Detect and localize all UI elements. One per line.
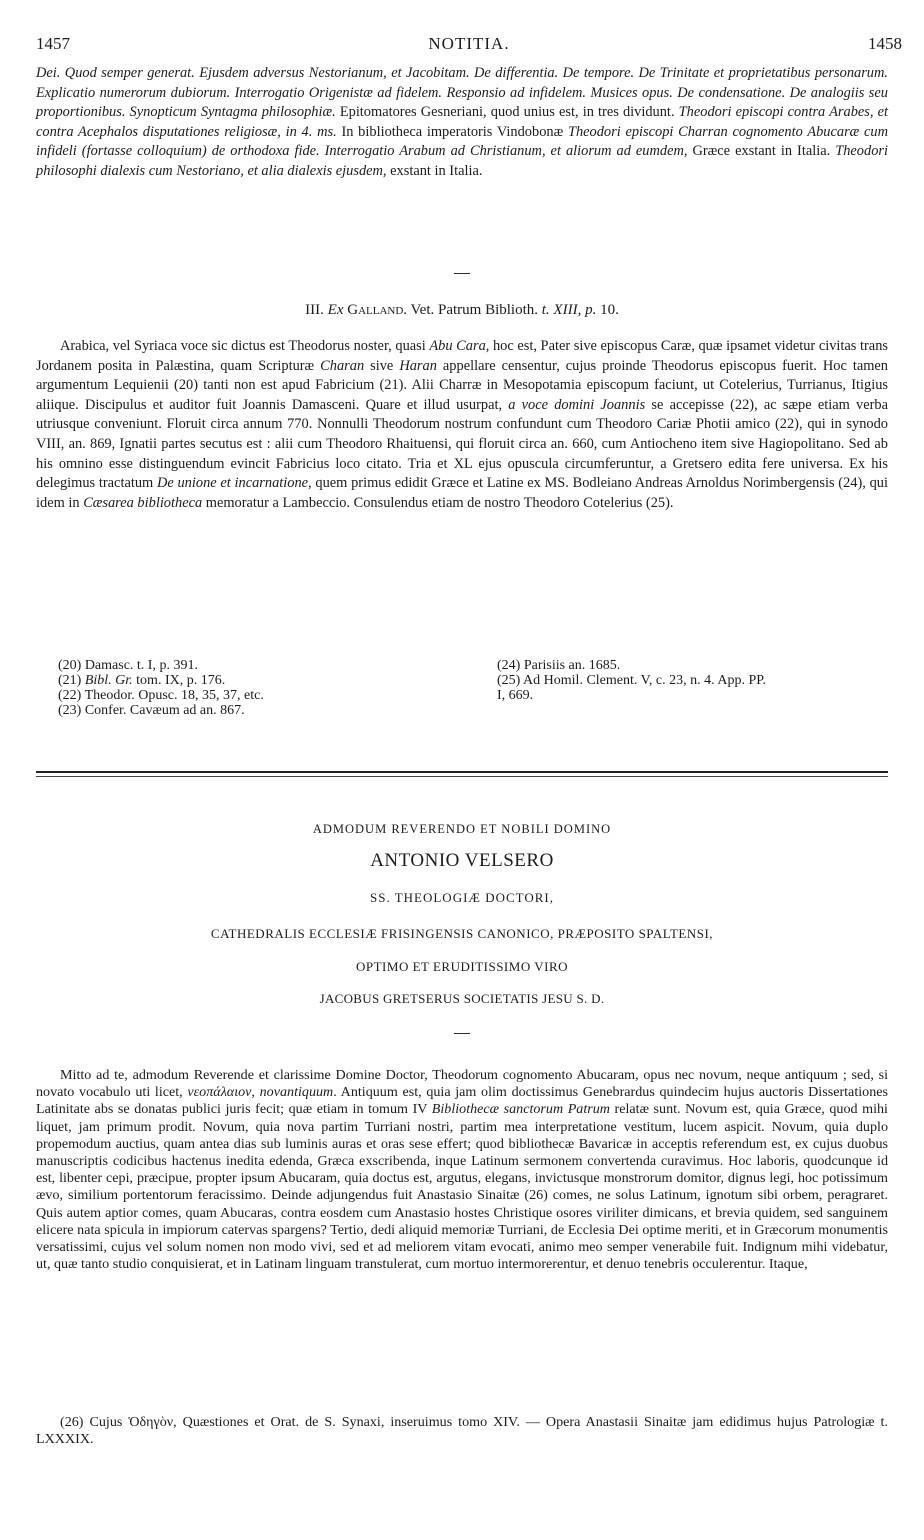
arabica-paragraph bbox=[36, 337, 888, 513]
abucara-dialogue-title: Theodori episcopi Charran cognomento Abucaræ cum infideli (fortasse colloquium) de orthodoxa fide. Interrogatio Arabum ad Christianum, et aliorum ad eumdem, bbox=[36, 123, 888, 160]
footnote-26-number: (26) Cujus bbox=[60, 1414, 123, 1430]
dedication-line-5: OPTIMO ET ERUDITISSIMO VIRO bbox=[356, 959, 568, 974]
arabica-text-3: sive bbox=[370, 357, 394, 374]
dedication-line-3: SS. THEOLOGIÆ DOCTORI, bbox=[369, 890, 555, 905]
italia-note-2: exstant in Italia. bbox=[390, 162, 483, 179]
footnote-26-greek: Ὁδηγὸν bbox=[128, 1414, 174, 1430]
abu-cara: Abu Cara bbox=[429, 338, 486, 354]
arabica-text-1: Arabica, vel Syriaca voce sic dictus est Theodorus noster, quasi bbox=[60, 338, 426, 354]
left-column-number: 1457 bbox=[36, 34, 70, 53]
haran: Haran bbox=[399, 357, 437, 374]
charan: Charan bbox=[320, 357, 365, 374]
footnote-23: (23) Confer. Cavæum ad an. 867. bbox=[58, 703, 245, 718]
letter-comma: , bbox=[251, 1084, 255, 1101]
footnote-22: (22) Theodor. Opusc. 18, 35, 37, etc. bbox=[58, 688, 264, 703]
short-separator bbox=[454, 273, 470, 274]
catalogue-paragraph bbox=[36, 64, 888, 182]
arabica-text-5: se accepisse (22), ac sæpe etiam verba utriusque conveniunt. Floruit circa annum 770. Nonnulli Theodorum nostrum confundunt cum Theodoro Cariæ Photii amico (22), qui in synodo VIII, an. 869, Ignatii partes secutus est : alii cum Theodoro Rhaituensi, qui floruit circa an. 660, cum Antiocheno item sive Hagiopolitano. Sed ab his omnino esse distinguendum evincit Fabricius loco citato. Tria et XL ejus opuscula circumferuntur, a Gretsero edita fere universa. Ex his delegimus tractatum bbox=[36, 396, 888, 492]
footnote-25-cont: I, 669. bbox=[497, 688, 534, 703]
footnote-26-text: , Quæstiones et Orat. de S. Synaxi, inseruimus tomo XIV. — Opera Anastasii Sinaitæ jam edidimus hujus Patrologiæ t. LXXXIX. bbox=[36, 1414, 888, 1447]
running-title: NOTITIA. bbox=[428, 34, 510, 53]
bibliotheca-title: Bibliothecæ sanctorum Patrum bbox=[431, 1101, 610, 1118]
disputationes-title: Theodori episcopi contra Arabes, et contra Acephalos disputationes religiosæ, in 4. ms. bbox=[36, 104, 888, 140]
footnote-21-number: (21) bbox=[58, 673, 82, 688]
footnote-24: (24) Parisiis an. 1685. bbox=[497, 658, 621, 673]
work-title: Vet. Patrum Biblioth. bbox=[410, 302, 539, 318]
arabica-text-6: , quem primus edidit Græce et Latine ex MS. Bodleiano Andreas Arnoldus Norimbergensis (24), qui idem in bbox=[36, 475, 888, 511]
novantiquum: novantiquum bbox=[259, 1084, 334, 1101]
letter-paragraph bbox=[36, 1067, 888, 1273]
de-unione: De unione et incarnatione bbox=[156, 475, 309, 492]
dialexis-title: Theodori philosophi dialexis cum Nestoriano, et alia dialexis ejusdem, bbox=[36, 143, 888, 179]
footnote-21-ref: tom. IX, p. 176. bbox=[136, 673, 226, 688]
caesarea-bibliotheca: Cæsarea bibliotheca bbox=[83, 494, 203, 511]
footnote-21-work: Bibl. Gr. bbox=[84, 673, 133, 688]
dedication-name: ANTONIO VELSERO bbox=[370, 850, 554, 871]
right-column-number: 1458 bbox=[868, 34, 902, 53]
footnote-25: (25) Ad Homil. Clement. V, c. 23, n. 4. App. PP. bbox=[497, 673, 767, 688]
tome-ref: t. XIII, p. bbox=[541, 302, 597, 318]
author-name: Galland. bbox=[347, 302, 408, 318]
arabica-text-2: , hoc est, Pater sive episcopus Caræ, quæ ipsamet videtur civitas trans Jordanem posita in Palæstina, quam Scripturæ bbox=[36, 338, 888, 374]
letter-text-1: Mitto ad te, admodum Reverende et clarissime Domine Doctor, Theodorum cognomento Abucaram, opus nec novum, neque antiquum ; sed, si novato vocabulo uti licet, bbox=[36, 1067, 888, 1101]
footnote-21 bbox=[58, 673, 264, 688]
footnotes-right bbox=[497, 658, 766, 703]
italia-note: Græce exstant in Italia. bbox=[692, 143, 831, 160]
ex-word: Ex bbox=[327, 302, 344, 318]
footnote-26 bbox=[36, 1414, 888, 1448]
section-numeral: III. bbox=[305, 302, 324, 318]
epitomatores-note: Epitomatores Gesneriani, quod unius est, in tres dividunt. bbox=[339, 104, 675, 121]
dedication-line-1: ADMODUM REVERENDO ET NOBILI DOMINO bbox=[312, 822, 612, 836]
short-separator-2 bbox=[454, 1033, 470, 1034]
letter-text-3: . Antiquum est, quia jam olim doctissimus Genebrardus quindecim hujus auctoris Dissertationes Latinitate abs se donatas publici juris fecit; quæ etiam in tomum IV bbox=[36, 1084, 888, 1118]
footnotes-left bbox=[58, 658, 264, 718]
voce-domini: a voce domini Joannis bbox=[508, 396, 646, 413]
works-list: Dei. Quod semper generat. Ejusdem adversus Nestorianum, et Jacobitam. De differentia. De tempore. De Trinitate et proprietatibus personarum. Explicatio numerorum dubiorum. Interrogatio Origenistæ ad fidelem. Responsio ad infidelem. Musices opus. De condensatione. De analogiis seu proportionibus. Synopticum Syntagma philosophiæ. bbox=[36, 65, 888, 121]
page-header bbox=[36, 34, 902, 58]
section-rule-thin bbox=[36, 776, 888, 777]
arabica-text-7: memoratur a Lambeccio. Consulendus etiam de nostro Theodoro Cotelerius (25). bbox=[205, 494, 674, 511]
arabica-text-4: appellare censentur, cujus proinde Theodorus episcopus fuerit. Hoc tamen argumentum Lequienii (20) tanti non est apud Fabricium (21). Alii Charræ in Mesopotamia episcopum faciunt, ut Cotelerius, Turrianus, Itigius aliique. Discipulus et auditor fuit Joannis Damasceni. Quare et illud usurpat, bbox=[36, 357, 888, 413]
dedication-line-4: CATHEDRALIS ECCLESIÆ FRISINGENSIS CANONICO, PRÆPOSITO SPALTENSI, bbox=[210, 926, 714, 941]
dedication-line-6: JACOBUS GRETSERUS SOCIETATIS JESU S. D. bbox=[319, 991, 605, 1006]
footnote-20: (20) Damasc. t. I, p. 391. bbox=[58, 658, 198, 673]
letter-text-4: relatæ sunt. Novum est, quia Græce, quod mihi liquet, jam primum prodit. Novum, quia nova partim Turriani nostri, partim mea interpretatione vestitum, lucem aspicit. Novum, quia duplo propemodum auctius, quam antea dias sub luminis auras et oras sese effert; quod bibliothecæ Bavaricæ in acceptis referendum est, ex cujus duobus manuscriptis codicibus hactenus inedita edenda, Græca exscribenda, inque Latinum sermonem convertenda curavimus. Hoc laboris, quodcunque id est, libenter cepi, præcipue, propter ipsum Abucaram, quia doctus est, argutus, elegans, invictusque monstrorum domitor, dignus legi, hoc potissimum ævo, similium portentorum feracissimo. Deinde adjungendus fuit Anastasio Sinaitæ (26) comes, ne solus Latinum, ignotum sibi orbem, peragraret. Quis autem aptior comes, quam Abucaras, contra eosdem cum Anastasio hostes Christique osores viriliter dimicans, et brevia quidem, sed sanguinem elicere nata spicula in impiorum catervas spargens? Tertio, dedi aliquid memoriæ Turriani, de Ecclesia Dei optime meriti, et in Græcorum monumentis versatissimi, cujus vel solum nomen non modo vivi, sed et ad meliorem vitam evocati, animo meo semper venerabile fuit. Indignum mihi videbatur, ut, quæ tanto studio conquisierat, et in Latinam linguam transtulerat, cum mortuo intermorerentur, et denuo tenebris occulerentur. Itaque, bbox=[36, 1101, 888, 1273]
galland-heading bbox=[0, 302, 924, 319]
page-ref: 10. bbox=[600, 302, 619, 318]
greek-word: νεοπάλαιον bbox=[187, 1084, 252, 1101]
section-rule-thick bbox=[36, 771, 888, 773]
vindobona-note: In bibliotheca imperatoris Vindobonæ bbox=[341, 123, 564, 140]
